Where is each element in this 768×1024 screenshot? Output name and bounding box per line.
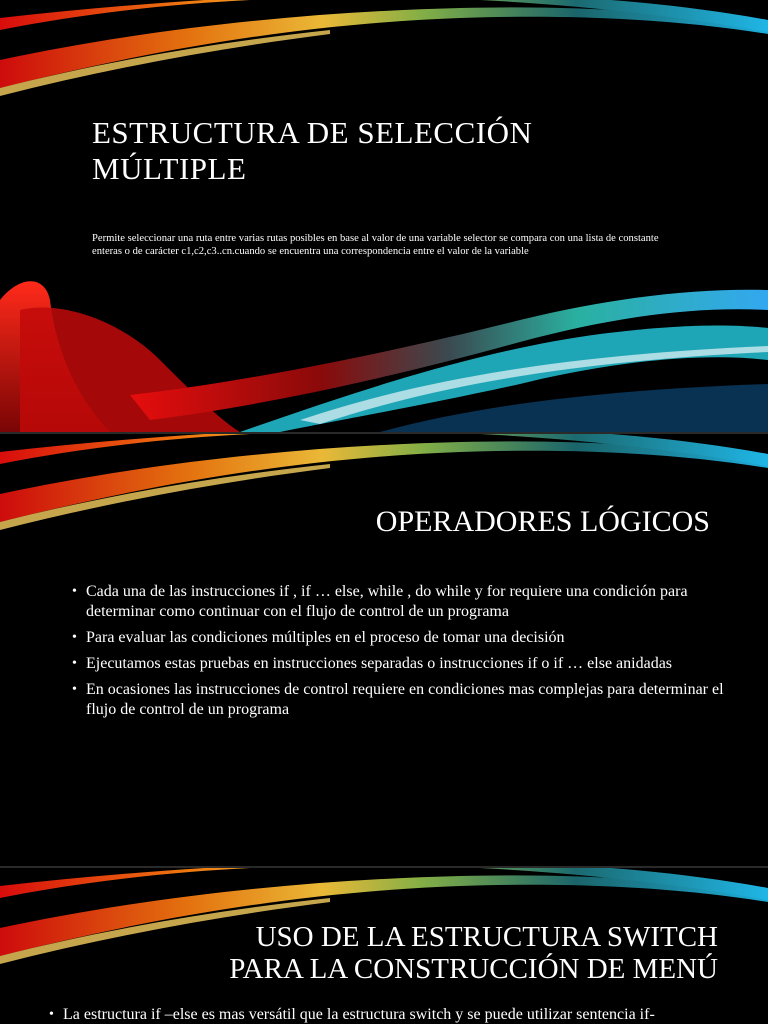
slide-1-title: ESTRUCTURA DE SELECCIÓN MÚLTIPLE [92, 115, 533, 186]
slide-2-title: OPERADORES LÓGICOS [375, 505, 710, 538]
list-item: • La estructura if –else es mas versátil que la estructura switch y se puede utilizar sentencia if- [47, 1005, 737, 1024]
list-item: • En ocasiones las instrucciones de control requiere en condiciones mas complejas para determinar el flujo de control de un programa [70, 680, 740, 720]
slide-3-bullet-list [47, 1005, 737, 1024]
slide-3-title-line-1: USO DE LA ESTRUCTURA SWITCH [255, 921, 718, 953]
slide-3-title-line-2: PARA LA CONSTRUCCIÓN DE MENÚ [229, 953, 718, 985]
slide-2-bullet-list [70, 582, 740, 726]
slide-3-title [150, 921, 718, 985]
slide-2 [0, 434, 768, 866]
slide-1-body: Permite seleccionar una ruta entre varias rutas posibles en base al valor de una variable selector se compara con una lista de constante enteras o de carácter c1,c2,c3..cn.cuando se encuentra una correspondencia entre el valor de la variable [92, 233, 659, 257]
slide-1 [0, 0, 768, 432]
slide-1-background-art [0, 0, 768, 432]
list-item: • Cada una de las instrucciones if , if … else, while , do while y for requiere una condición para determinar como continuar con el flujo de control de un programa [70, 582, 740, 622]
list-item: • Para evaluar las condiciones múltiples en el proceso de tomar una decisión [70, 628, 740, 648]
slide-3 [0, 868, 768, 1024]
list-item: • Ejecutamos estas pruebas en instrucciones separadas o instrucciones if o if … else anidadas [70, 654, 740, 674]
